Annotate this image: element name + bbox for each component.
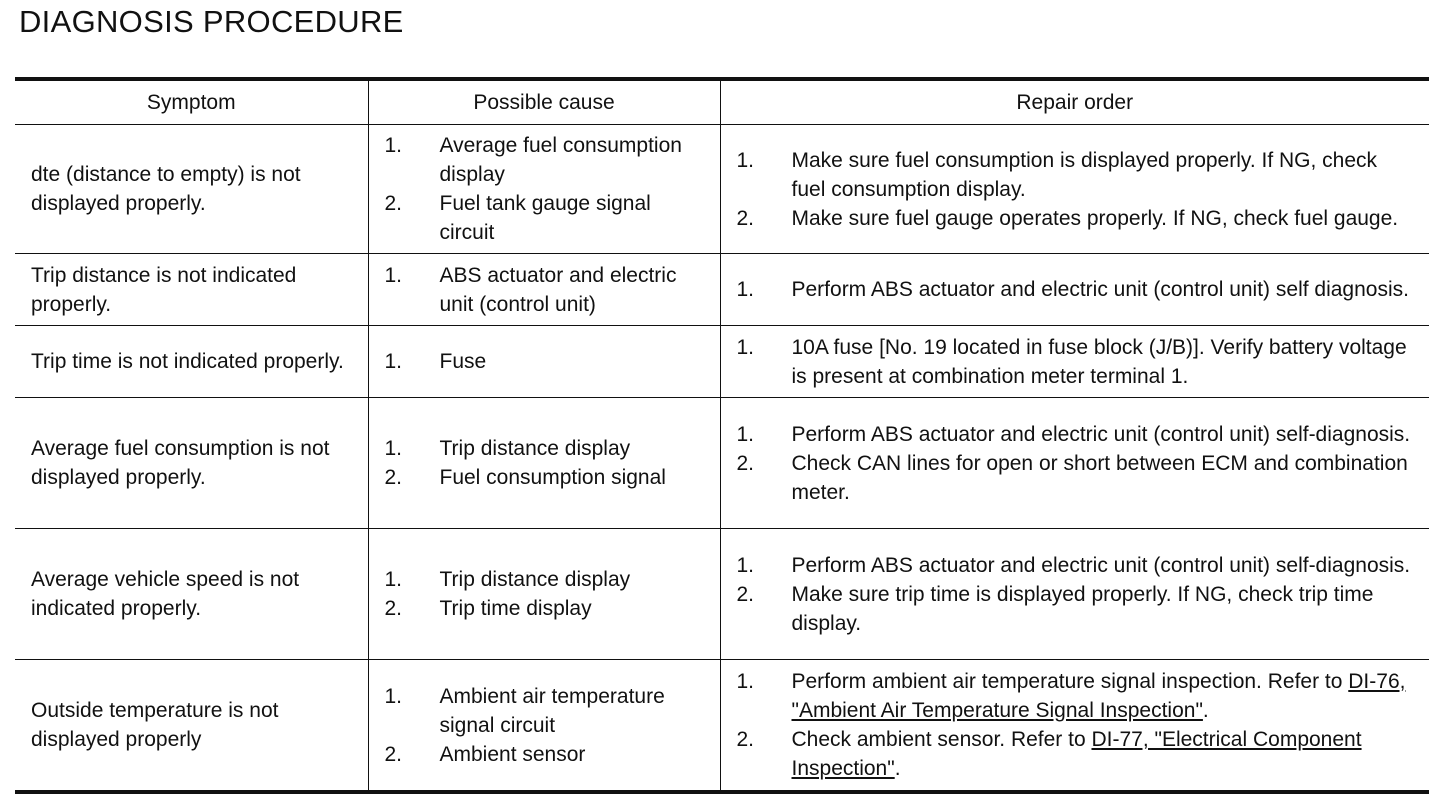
item-number: 2.: [384, 742, 403, 766]
item-number: 2.: [384, 192, 403, 215]
item-number: 1.: [736, 553, 755, 577]
column-header-possible-cause: Possible cause: [368, 79, 720, 125]
item-text: Make sure fuel gauge operates properly. If NG, check fuel gauge.: [791, 206, 1399, 230]
item-number: 1.: [384, 134, 403, 157]
item-number: 1.: [384, 263, 403, 287]
item-text: Trip time display: [439, 597, 592, 620]
item-text: Perform ABS actuator and electric unit (control unit) self-diagnosis.: [791, 553, 1411, 577]
repair-list: [737, 333, 1416, 391]
table-row: [15, 326, 1429, 398]
item-text: Trip distance display: [439, 437, 631, 460]
repair-list: [737, 667, 1416, 783]
symptom-cell: Trip distance is not indicated properly.: [15, 254, 368, 326]
item-text: Make sure fuel consumption is displayed properly. If NG, check fuel consumption display.: [791, 148, 1378, 201]
table-header-row: [15, 79, 1429, 125]
repair-item: [737, 551, 1416, 580]
cause-item: [385, 131, 706, 189]
item-text: Perform ABS actuator and electric unit (control unit) self-diagnosis.: [791, 422, 1411, 446]
cause-item: [385, 189, 706, 247]
cause-item: [385, 740, 706, 769]
cause-item: [385, 463, 706, 492]
repair-item: [737, 275, 1416, 304]
reference-link-di-77[interactable]: DI-77, "Electrical Component Inspection": [791, 728, 1362, 780]
item-text: Ambient sensor: [439, 742, 586, 766]
item-text: Trip distance display: [439, 568, 631, 591]
cause-item: [385, 347, 706, 376]
table-row: [15, 660, 1429, 793]
item-text: Average fuel consumption display: [439, 134, 682, 186]
item-number: 1.: [384, 350, 403, 373]
possible-cause-cell: [368, 529, 720, 660]
item-number: 2.: [736, 728, 755, 751]
item-text: [792, 667, 1416, 725]
symptom-cell: Average vehicle speed is not indicated properly.: [15, 529, 368, 660]
item-number: 2.: [384, 466, 403, 489]
repair-text-end: .: [894, 757, 901, 780]
table-row: [15, 125, 1429, 254]
symptom-cell: Average fuel consumption is not displayed properly.: [15, 398, 368, 529]
item-text: ABS actuator and electric unit (control unit): [439, 263, 677, 316]
item-text: Fuel tank gauge signal circuit: [439, 192, 651, 244]
cause-list: [385, 434, 706, 492]
column-header-repair-order: Repair order: [720, 79, 1429, 125]
repair-order-cell: [720, 660, 1429, 793]
item-number: 1.: [736, 670, 755, 693]
item-number: 1.: [736, 148, 755, 172]
cause-item: [385, 594, 706, 623]
page-title: DIAGNOSIS PROCEDURE: [19, 4, 404, 39]
cause-item: [385, 261, 706, 319]
item-number: 1.: [384, 568, 403, 591]
table-row: [15, 398, 1429, 529]
repair-order-cell: [720, 125, 1429, 254]
repair-text: Check ambient sensor. Refer to: [791, 728, 1092, 751]
reference-link-di-76[interactable]: DI-76, "Ambient Air Temperature Signal Inspection": [791, 670, 1406, 722]
cause-list: [385, 261, 706, 319]
possible-cause-cell: [368, 254, 720, 326]
item-text: Fuse: [439, 350, 487, 373]
item-text: Perform ABS actuator and electric unit (control unit) self diagnosis.: [791, 278, 1409, 301]
item-number: 1.: [384, 437, 403, 460]
repair-text-end: .: [1202, 699, 1209, 722]
repair-order-cell: [720, 529, 1429, 660]
repair-item: [737, 449, 1416, 507]
cause-list: [385, 347, 706, 376]
cause-list: [385, 682, 706, 769]
repair-item: [737, 333, 1416, 391]
item-text: Check CAN lines for open or short between ECM and combination meter.: [791, 451, 1408, 504]
item-number: 2.: [384, 597, 403, 620]
item-number: 2.: [736, 451, 755, 475]
repair-item: [737, 420, 1416, 449]
cause-item: [385, 565, 706, 594]
repair-order-cell: [720, 326, 1429, 398]
item-number: 1.: [736, 335, 755, 359]
possible-cause-cell: [368, 125, 720, 254]
symptom-cell: Outside temperature is not displayed properly: [15, 660, 368, 793]
repair-order-cell: [720, 254, 1429, 326]
repair-item: [737, 146, 1416, 204]
item-number: 1.: [736, 422, 755, 446]
column-header-symptom: Symptom: [15, 79, 368, 125]
table-row: [15, 529, 1429, 660]
item-text: Fuel consumption signal: [439, 466, 666, 489]
table-row: [15, 254, 1429, 326]
item-number: 1.: [384, 684, 403, 708]
repair-item: [737, 667, 1416, 725]
repair-text: Perform ambient air temperature signal inspection. Refer to: [791, 670, 1349, 693]
cause-list: [385, 131, 706, 247]
repair-list: [737, 275, 1416, 304]
possible-cause-cell: [368, 326, 720, 398]
symptom-cell: dte (distance to empty) is not displayed properly.: [15, 125, 368, 254]
symptom-cell: Trip time is not indicated properly.: [15, 326, 368, 398]
possible-cause-cell: [368, 660, 720, 793]
cause-list: [385, 565, 706, 623]
repair-order-cell: [720, 398, 1429, 529]
item-text: Make sure trip time is displayed properly. If NG, check trip time display.: [791, 582, 1374, 635]
repair-list: [737, 420, 1416, 507]
cause-item: [385, 434, 706, 463]
repair-item: [737, 725, 1416, 783]
repair-list: [737, 551, 1416, 638]
possible-cause-cell: [368, 398, 720, 529]
repair-list: [737, 146, 1416, 233]
item-number: 2.: [736, 206, 755, 230]
item-number: 2.: [736, 582, 755, 606]
item-number: 1.: [736, 278, 755, 301]
item-text: 10A fuse [No. 19 located in fuse block (J/B)]. Verify battery voltage is present at combination meter terminal 1.: [791, 335, 1407, 388]
repair-item: [737, 580, 1416, 638]
repair-item: [737, 204, 1416, 233]
diagnosis-table: [15, 77, 1429, 794]
item-text: [792, 725, 1416, 783]
cause-item: [385, 682, 706, 740]
item-text: Ambient air temperature signal circuit: [439, 684, 665, 737]
